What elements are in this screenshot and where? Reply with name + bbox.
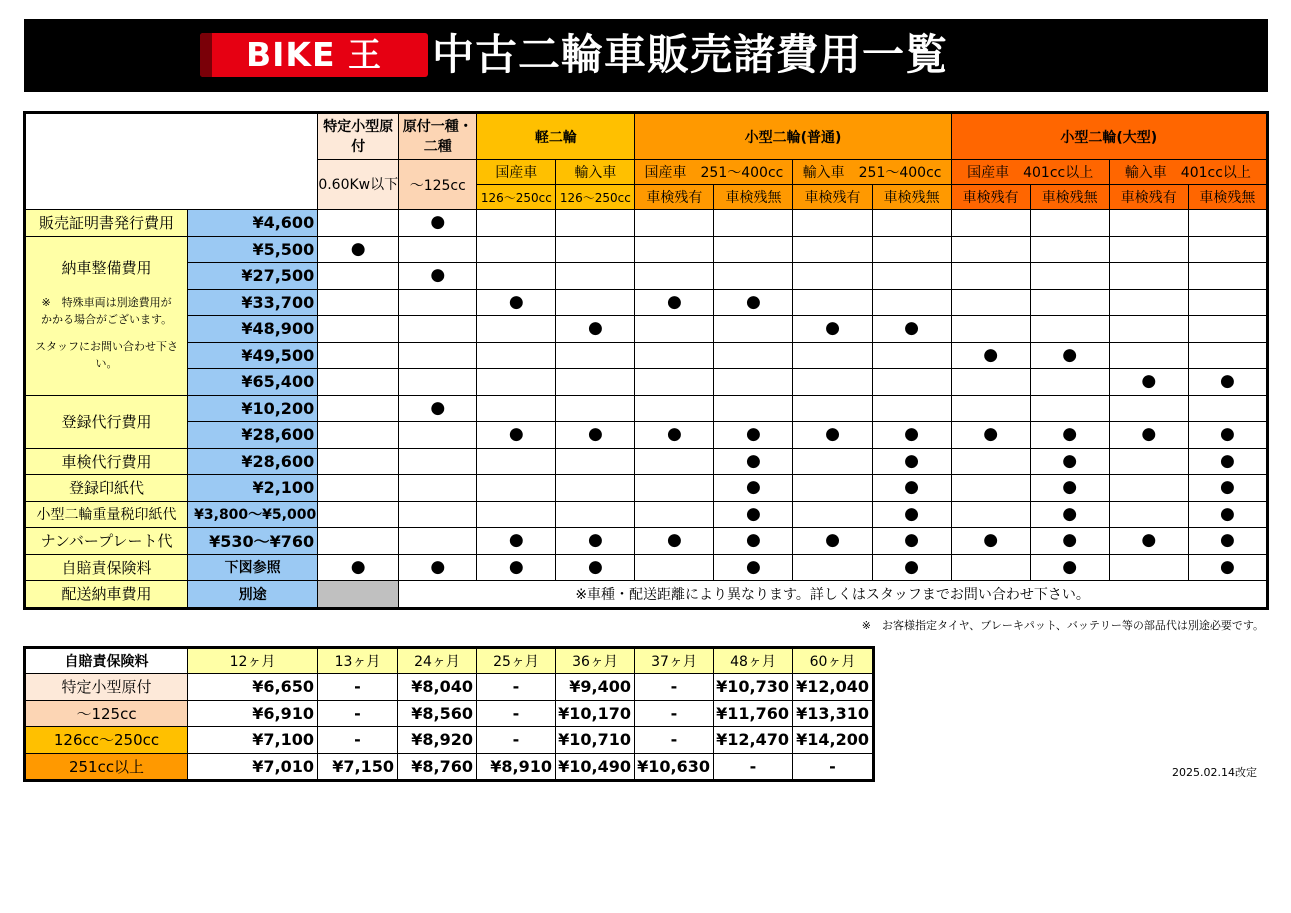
check-dot: ●: [872, 448, 951, 475]
insurance-value: -: [318, 674, 398, 701]
table-row: [25, 236, 1268, 263]
fee-price: ¥10,200: [188, 395, 318, 422]
insurance-value: ¥8,560: [398, 700, 477, 727]
period-header: 37ヶ月: [635, 648, 714, 674]
fee-price: ¥49,500: [188, 342, 318, 369]
insurance-header-row: [25, 648, 874, 674]
insurance-value: ¥7,010: [188, 753, 318, 781]
insurance-row: [25, 727, 874, 754]
fee-price: 下図参照: [188, 554, 318, 581]
fee-price: 別途: [188, 581, 318, 609]
check-dot: ●: [318, 554, 399, 581]
check-dot: ●: [556, 316, 635, 343]
fee-label: 登録代行費用: [25, 395, 188, 448]
insurance-value: ¥10,490: [556, 753, 635, 781]
check-dot: ●: [1109, 369, 1188, 396]
insurance-value: -: [477, 674, 556, 701]
insurance-value: -: [635, 674, 714, 701]
table-row: [25, 316, 1268, 343]
check-dot: ●: [793, 422, 872, 449]
logo-text: BIKE 王: [245, 35, 383, 74]
check-dot: ●: [635, 528, 714, 555]
fee-label: 納車整備費用: [61, 258, 152, 277]
insurance-value: ¥10,170: [556, 700, 635, 727]
fee-price: ¥65,400: [188, 369, 318, 396]
fee-price: ¥33,700: [188, 289, 318, 316]
col-special-small: 特定小型原付: [318, 113, 399, 160]
table-row: [25, 501, 1268, 528]
gray-cell: [318, 581, 399, 609]
check-dot: ●: [872, 501, 951, 528]
insurance-row: [25, 700, 874, 727]
insurance-row-label: 126cc～250cc: [25, 727, 188, 754]
table-row: [25, 422, 1268, 449]
fee-price: ¥27,500: [188, 263, 318, 290]
period-header: 13ヶ月: [318, 648, 398, 674]
insurance-value: ¥12,470: [714, 727, 793, 754]
check-dot: ●: [1030, 554, 1109, 581]
check-dot: ●: [1030, 475, 1109, 502]
fee-label: 小型二輪重量税印紙代: [25, 501, 188, 528]
check-dot: ●: [1188, 475, 1267, 502]
fee-price: ¥2,100: [188, 475, 318, 502]
fee-label-delivery: [25, 236, 188, 395]
check-dot: ●: [1030, 528, 1109, 555]
insurance-value: ¥10,630: [635, 753, 714, 781]
check-dot: ●: [477, 528, 556, 555]
table-row: [25, 369, 1268, 396]
check-dot: ●: [714, 501, 793, 528]
period-header: 60ヶ月: [793, 648, 874, 674]
fee-label: 登録印紙代: [25, 475, 188, 502]
insurance-row: [25, 753, 874, 781]
check-dot: ●: [556, 554, 635, 581]
check-dot: ●: [872, 528, 951, 555]
check-dot: ●: [872, 422, 951, 449]
col-large-import: 輸入車 401cc以上: [1109, 160, 1267, 185]
fee-price: ¥28,600: [188, 448, 318, 475]
col-inspect-yes: 車検残有: [635, 185, 714, 210]
insurance-value: -: [477, 700, 556, 727]
check-dot: ●: [872, 316, 951, 343]
col-inspect-yes: 車検残有: [793, 185, 872, 210]
check-dot: ●: [1188, 422, 1267, 449]
period-header: 12ヶ月: [188, 648, 318, 674]
check-dot: ●: [556, 422, 635, 449]
insurance-value: ¥14,200: [793, 727, 874, 754]
col-small-normal: 小型二輪(普通): [635, 113, 951, 160]
fee-table: [23, 111, 1269, 610]
fee-price: ¥28,600: [188, 422, 318, 449]
check-dot: ●: [714, 422, 793, 449]
table-row: [25, 581, 1268, 609]
shipping-note: ※車種・配送距離により異なります。詳しくはスタッフまでお問い合わせ下さい。: [399, 581, 1268, 609]
col-large-domestic: 国産車 401cc以上: [951, 160, 1109, 185]
check-dot: ●: [1188, 528, 1267, 555]
col-inspect-no: 車検残無: [872, 185, 951, 210]
bike-o-logo: [200, 33, 428, 77]
fee-price: ¥5,500: [188, 236, 318, 263]
check-dot: ●: [399, 263, 477, 290]
period-header: 25ヶ月: [477, 648, 556, 674]
check-dot: ●: [1030, 501, 1109, 528]
corner-cell: [25, 113, 318, 210]
fee-price: ¥3,800～¥5,000: [188, 501, 318, 528]
check-dot: ●: [399, 395, 477, 422]
insurance-value: ¥8,760: [398, 753, 477, 781]
insurance-row-label: 251cc以上: [25, 753, 188, 781]
check-dot: ●: [714, 289, 793, 316]
check-dot: ●: [714, 528, 793, 555]
insurance-value: -: [318, 700, 398, 727]
insurance-value: ¥8,910: [477, 753, 556, 781]
col-special-small-sub: 0.60Kw以下: [318, 160, 399, 210]
check-dot: ●: [399, 210, 477, 237]
col-moped-sub: ～125cc: [399, 160, 477, 210]
insurance-value: -: [635, 700, 714, 727]
col-inspect-yes: 車検残有: [951, 185, 1030, 210]
table-row: [25, 210, 1268, 237]
fee-note: かかる場合がございます。: [40, 312, 173, 326]
check-dot: ●: [872, 554, 951, 581]
col-inspect-yes: 車検残有: [1109, 185, 1188, 210]
table-row: [25, 289, 1268, 316]
check-dot: ●: [477, 554, 556, 581]
check-dot: ●: [793, 316, 872, 343]
fee-label: 車検代行費用: [25, 448, 188, 475]
insurance-value: -: [318, 727, 398, 754]
insurance-value: ¥8,040: [398, 674, 477, 701]
check-dot: ●: [477, 422, 556, 449]
table-row: [25, 448, 1268, 475]
insurance-value: -: [635, 727, 714, 754]
col-inspect-no: 車検残無: [714, 185, 793, 210]
check-dot: ●: [1030, 342, 1109, 369]
check-dot: ●: [951, 528, 1030, 555]
check-dot: ●: [1188, 369, 1267, 396]
col-normal-import: 輸入車 251～400cc: [793, 160, 951, 185]
check-dot: ●: [1109, 422, 1188, 449]
insurance-value: ¥9,400: [556, 674, 635, 701]
col-moped: 原付一種・二種: [399, 113, 477, 160]
insurance-value: ¥11,760: [714, 700, 793, 727]
page-title: 中古二輪車販売諸費用一覧: [432, 30, 949, 79]
col-light-import-cc: 126～250cc: [556, 185, 635, 210]
parts-footnote: ※ お客様指定タイヤ、ブレーキパット、バッテリー等の部品代は別途必要です。: [861, 619, 1264, 632]
col-inspect-no: 車検残無: [1030, 185, 1109, 210]
insurance-value: -: [477, 727, 556, 754]
insurance-row: [25, 674, 874, 701]
fee-price: ¥530～¥760: [188, 528, 318, 555]
fee-label: 配送納車費用: [25, 581, 188, 609]
insurance-table: [23, 646, 875, 782]
check-dot: ●: [714, 475, 793, 502]
col-normal-domestic: 国産車 251～400cc: [635, 160, 793, 185]
fee-price: ¥4,600: [188, 210, 318, 237]
check-dot: ●: [1188, 448, 1267, 475]
insurance-value: ¥10,730: [714, 674, 793, 701]
check-dot: ●: [793, 528, 872, 555]
insurance-value: ¥12,040: [793, 674, 874, 701]
table-row: [25, 263, 1268, 290]
insurance-value: ¥7,100: [188, 727, 318, 754]
insurance-value: ¥8,920: [398, 727, 477, 754]
fee-note: ※ 特殊車両は別途費用が: [41, 295, 172, 309]
col-light-import: 輸入車: [556, 160, 635, 185]
table-row: [25, 554, 1268, 581]
insurance-value: -: [793, 753, 874, 781]
insurance-value: ¥6,650: [188, 674, 318, 701]
insurance-value: -: [714, 753, 793, 781]
check-dot: ●: [951, 342, 1030, 369]
insurance-value: ¥7,150: [318, 753, 398, 781]
check-dot: ●: [556, 528, 635, 555]
table-row: [25, 475, 1268, 502]
check-dot: ●: [399, 554, 477, 581]
col-inspect-no: 車検残無: [1188, 185, 1267, 210]
fee-note: スタッフにお問い合わせ下さい。: [35, 339, 179, 370]
fee-label: ナンバープレート代: [25, 528, 188, 555]
check-dot: ●: [318, 236, 399, 263]
table-row: [25, 395, 1268, 422]
check-dot: ●: [1188, 501, 1267, 528]
insurance-title: 自賠責保険料: [25, 648, 188, 674]
check-dot: ●: [872, 475, 951, 502]
insurance-value: ¥6,910: [188, 700, 318, 727]
check-dot: ●: [951, 422, 1030, 449]
col-small-large: 小型二輪(大型): [951, 113, 1267, 160]
check-dot: ●: [477, 289, 556, 316]
check-dot: ●: [1109, 528, 1188, 555]
revision-date: 2025.02.14改定: [1172, 766, 1257, 779]
fee-label: 販売証明書発行費用: [25, 210, 188, 237]
fee-price: ¥48,900: [188, 316, 318, 343]
table-row: [25, 528, 1268, 555]
check-dot: ●: [1188, 554, 1267, 581]
fee-label: 自賠責保険料: [25, 554, 188, 581]
col-light-domestic-cc: 126～250cc: [477, 185, 556, 210]
check-dot: ●: [635, 422, 714, 449]
insurance-value: ¥10,710: [556, 727, 635, 754]
table-row: [25, 342, 1268, 369]
col-light-domestic: 国産車: [477, 160, 556, 185]
insurance-row-label: ～125cc: [25, 700, 188, 727]
check-dot: ●: [1030, 422, 1109, 449]
period-header: 48ヶ月: [714, 648, 793, 674]
check-dot: ●: [714, 448, 793, 475]
insurance-row-label: 特定小型原付: [25, 674, 188, 701]
period-header: 24ヶ月: [398, 648, 477, 674]
insurance-value: ¥13,310: [793, 700, 874, 727]
check-dot: ●: [714, 554, 793, 581]
col-light: 軽二輪: [477, 113, 635, 160]
check-dot: ●: [635, 289, 714, 316]
check-dot: ●: [1030, 448, 1109, 475]
period-header: 36ヶ月: [556, 648, 635, 674]
